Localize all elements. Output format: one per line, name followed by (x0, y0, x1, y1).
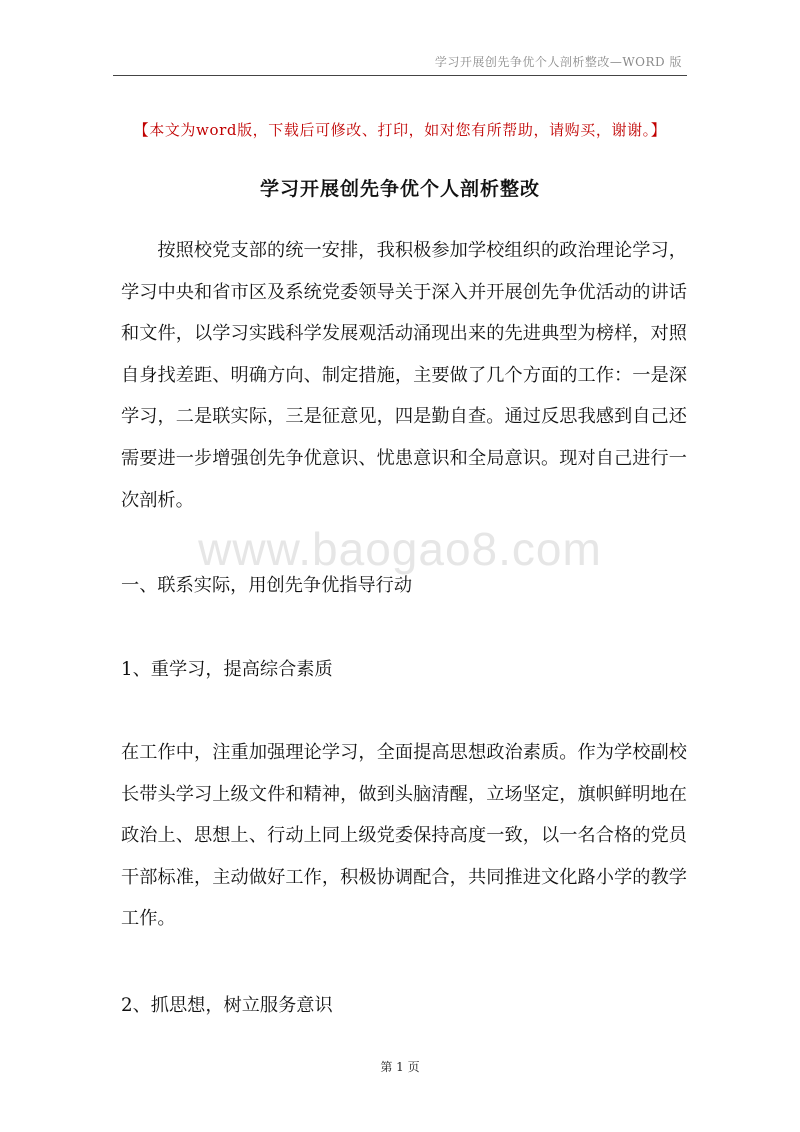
page-number: 第 1 页 (380, 1060, 420, 1074)
intro-paragraph: 按照校党支部的统一安排，我积极参加学校组织的政治理论学习，学习中央和省市区及系统党委领导关于深入并开展创先争优活动的讲话和文件，以学习实践科学发展观活动涌现出来的先进典型为榜样，对照自身找差距、明确方向、制定措施，主要做了几个方面的工作：一是深学习，二是联实际，三是征意见，四是勤自查。通过反思我感到自己还需要进一步增强创先争优意识、忧患意识和全局意识。现对自己进行一次剖析。 (121, 240, 687, 511)
subsection-heading: 2、抓思想，树立服务意识 (121, 995, 333, 1016)
watermark: www.baogao8.com (198, 523, 602, 575)
section-heading: 一、联系实际，用创先争优指导行动 (121, 575, 413, 596)
subsection-heading: 1、重学习，提高综合素质 (121, 659, 333, 680)
header-divider (113, 75, 687, 76)
purchase-notice: 【本文为word版，下载后可修改、打印，如对您有所帮助，请购买，谢谢。】 (133, 121, 667, 139)
body-paragraph: 在工作中，注重加强理论学习，全面提高思想政治素质。作为学校副校长带头学习上级文件和精神，做到头脑清醒，立场坚定，旗帜鲜明地在政治上、思想上、行动上同上级党委保持高度一致，以一名合格的党员干部标准，主动做好工作，积极协调配合，共同推进文化路小学的教学工作。 (121, 742, 687, 930)
running-header: 学习开展创先争优个人剖析整改—WORD 版 (434, 55, 682, 69)
document-title: 学习开展创先争优个人剖析整改 (259, 178, 540, 200)
